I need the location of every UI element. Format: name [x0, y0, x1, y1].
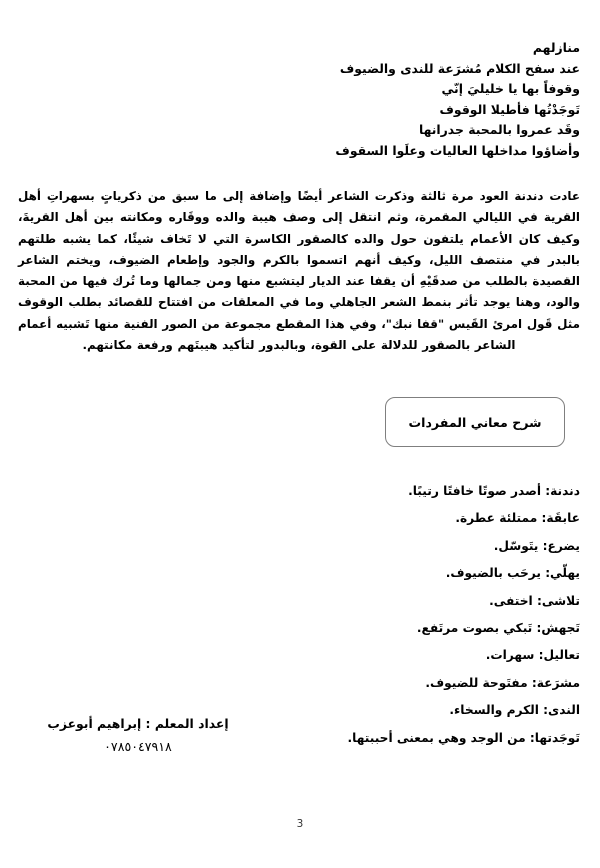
poem-line: وقوفاً بها يا خليليَ إنّي	[441, 81, 580, 96]
poem-block	[20, 38, 580, 161]
vocabulary-entry: تَجهش: تَبكي بصوت مرتَفع.	[416, 621, 580, 636]
poem-line: وأضاؤوا مداخلها العاليات وعلَوا السقوف	[335, 142, 580, 158]
vocabulary-entry: مشرَعة: مفتَوحة للضيوف.	[425, 675, 580, 690]
vocabulary-entry: تَوجَدتها: من الوجد وهي بمعنى أحببتها.	[347, 730, 580, 745]
vocabulary-entry: تعاليل: سهرات.	[485, 648, 580, 663]
poem-line: وقَد عمروا بالمحبة جدرانها	[418, 122, 580, 137]
page-number: 3	[296, 818, 304, 830]
vocabulary-entry: تلاشى: اختفى.	[489, 593, 580, 608]
poem-line: عند سفح الكلام مُشرَعة للندى والضيوف	[339, 60, 580, 76]
teacher-name: إعداد المعلم : إبراهيم أبوعزب	[47, 716, 229, 731]
poem-line: تَوجَدْتُها فأطيلا الوقوف	[439, 101, 580, 117]
vocabulary-entry: عابقَة: ممتلئة عطرة.	[455, 511, 580, 526]
vocabulary-entry: الندى: الكرم والسخاء.	[449, 703, 580, 718]
vocabulary-entry: يضرع: يتَوسّل.	[493, 538, 580, 553]
vocabulary-title-label: شرح معاني المفردات	[408, 414, 542, 430]
teacher-phone: ٠٧٨٥٠٤٧٩١٨	[104, 739, 172, 754]
vocabulary-entry: دندنة: أصدر صوتًا خافتًا رتيبًا.	[408, 484, 580, 498]
vocabulary-list	[18, 478, 580, 752]
vocabulary-entry: يهلّي: يرحَب بالضيوف.	[445, 566, 580, 581]
teacher-credit	[38, 713, 238, 759]
poem-line: منازلهم	[532, 40, 580, 55]
vocabulary-title-box	[385, 397, 565, 447]
analysis-paragraph: عادت دندنة العود مرة ثالثة وذكرت الشاعر أيضًا وإضافة إلى ما سبق من ذكرياتٍ بسهراتِ أهل القرية في الليالي المقمرة، وثم انتقل إلى وصف هيبة والده ووقَاره ومكانته بين أهل القريةَ، وكيف كان الأعمام يلتفون حول والده كالصقور الكاسرة التي لا تَخاف شيئًا، كما يشبه طلتهم بالبدر في منتصف الليل، وكيف أنهم اتسموا بالكرم والجود وإطعام الضيوف، ويختم الشاعر القصيدة بالطلب من صدقَيْهِ أن يقفا عند الديار ليتشبع منها ومن جمالها وما تُرك فيها من المحبة والود، وهنا يوجد تأثر بنمط الشعر الجاهلي وما في المعلقات من افتتاح للقصائد بطلب الوقوف مثل قَول امرئ القَيس "قفا نبك"، وفي هذا المقطع مجموعة من الصور الفنية منها تَشبيه أعمام الشاعر بالصقور للدلالة على القوة، وبالبدور لتأكيد هيبتَهم ورفعة مكانتهم.	[18, 189, 580, 353]
